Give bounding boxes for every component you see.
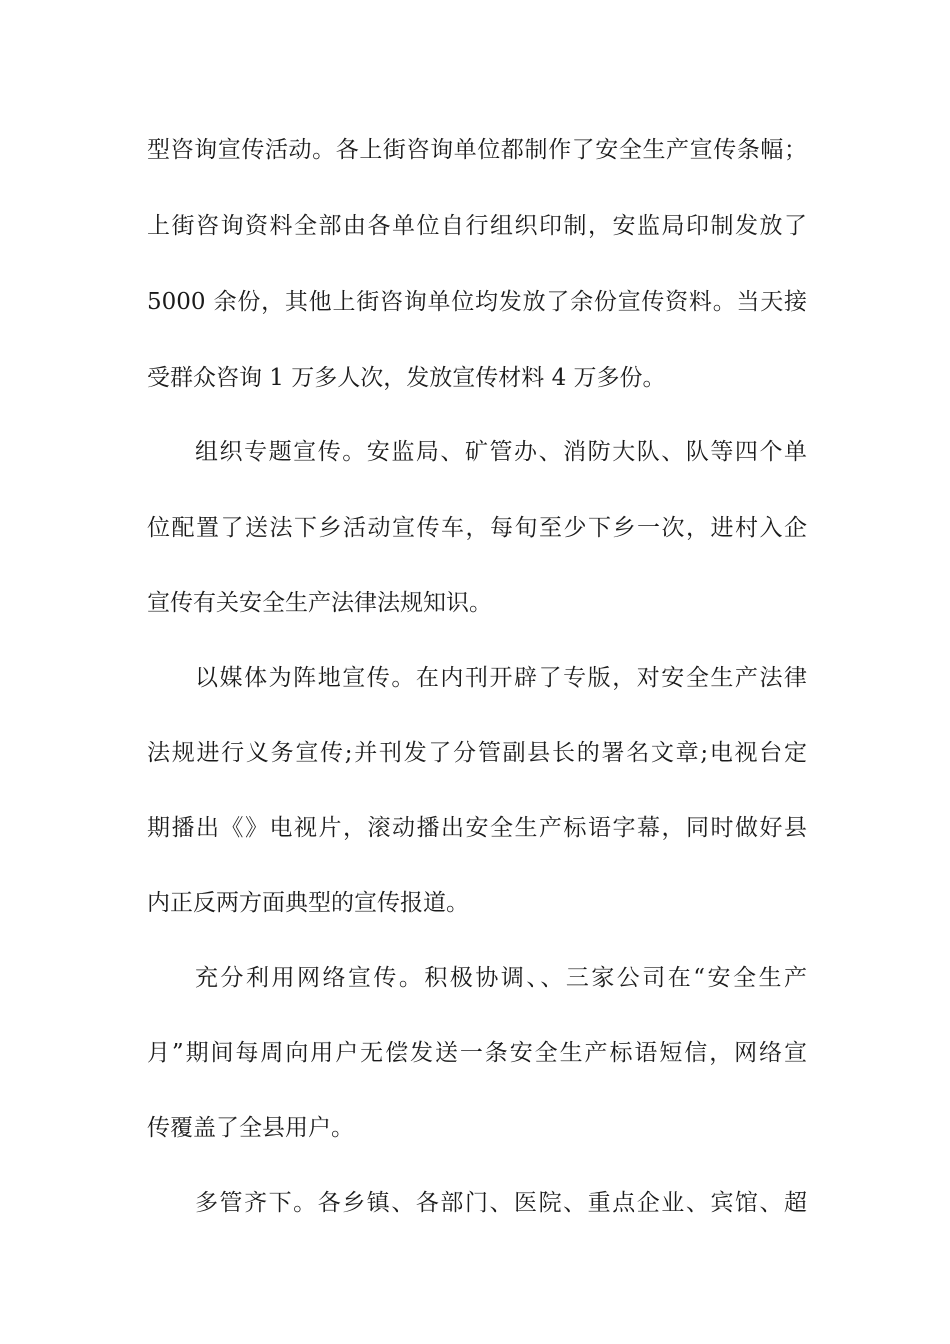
text-line: 内正反两方面典型的宣传报道。	[147, 890, 469, 916]
paragraph-first-line: 充分利用网络宣传。积极协调、、三家公司在“安全生产	[195, 965, 807, 991]
text-line: 月”期间每周向用户无偿发送一条安全生产标语短信，网络宣	[147, 1040, 807, 1066]
paragraph-first-line: 多管齐下。各乡镇、各部门、医院、重点企业、宾馆、超	[195, 1190, 807, 1216]
paragraph-first-line: 以媒体为阵地宣传。在内刊开辟了专版，对安全生产法律	[195, 665, 807, 691]
text-line: 宣传有关安全生产法律法规知识。	[147, 590, 492, 616]
text-line: 受群众咨询 1 万多人次，发放宣传材料 4 万多份。	[147, 365, 666, 391]
text-line: 型咨询宣传活动。各上街咨询单位都制作了安全生产宣传条幅；	[147, 137, 807, 163]
text-line: 5000 余份，其他上街咨询单位均发放了余份宣传资料。当天接	[147, 289, 807, 315]
text-line: 法规进行义务宣传;并刊发了分管副县长的署名文章;电视台定	[147, 740, 807, 766]
text-line: 上街咨询资料全部由各单位自行组织印制，安监局印制发放了	[147, 213, 807, 239]
text-line: 位配置了送法下乡活动宣传车，每旬至少下乡一次，进村入企	[147, 515, 807, 541]
text-line: 期播出《》电视片，滚动播出安全生产标语字幕，同时做好县	[147, 815, 807, 841]
text-line: 传覆盖了全县用户。	[147, 1115, 354, 1141]
paragraph-first-line: 组织专题宣传。安监局、矿管办、消防大队、队等四个单	[195, 439, 807, 465]
